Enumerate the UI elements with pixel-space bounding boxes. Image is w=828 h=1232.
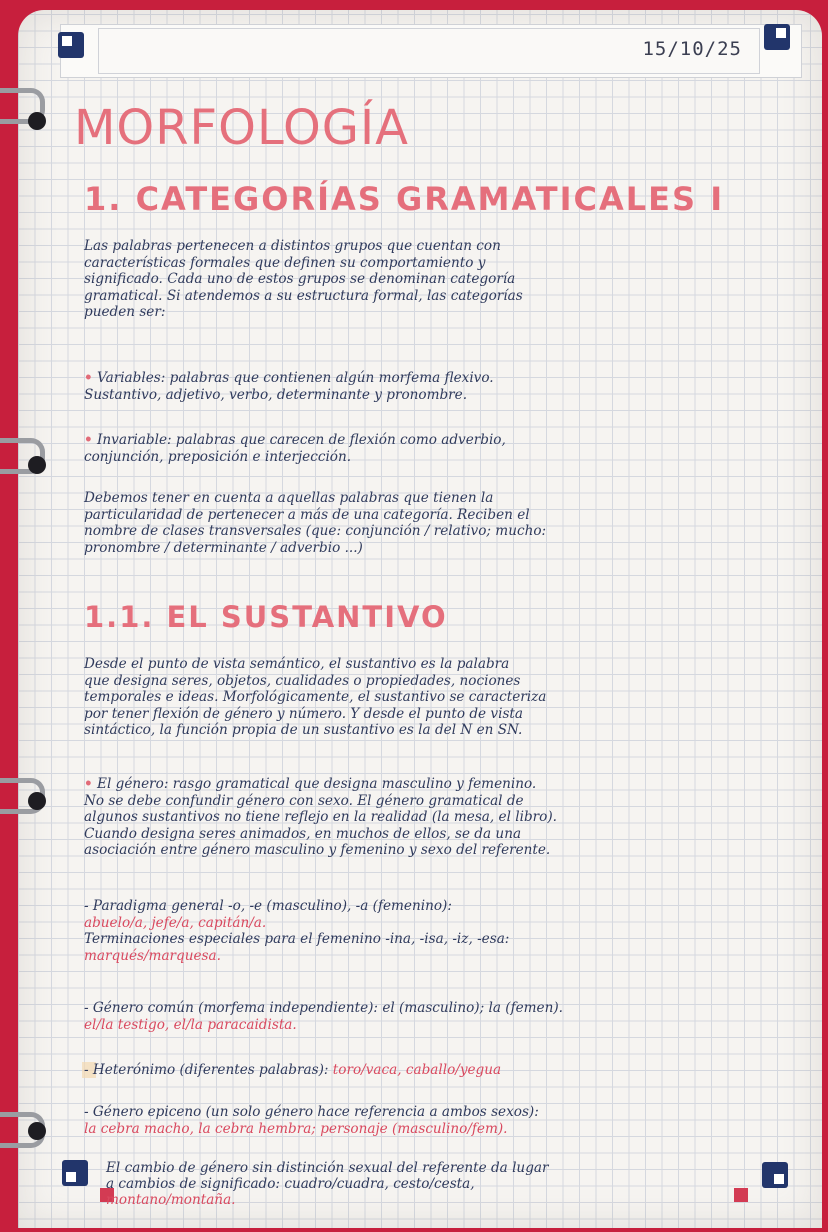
text-line: Desde el punto de vista semántico, el sustantivo es la palabra <box>84 656 510 672</box>
text-line: pronombre / determinante / adverbio ...) <box>84 539 363 556</box>
text-line: asociación entre género masculino y femenino y sexo del referente. <box>84 842 551 858</box>
text-line: No se debe confundir género con sexo. El género gramatical de <box>84 792 524 809</box>
text-line: significado. Cada uno de estos grupos se denominan categoría <box>84 271 516 287</box>
text-line: - Género epiceno (un solo género hace referencia a ambos sexos): <box>84 1104 539 1120</box>
text-line: El género: rasgo gramatical que designa masculino y femenino. <box>97 776 537 792</box>
corner-logo-icon <box>764 24 790 50</box>
bullet-icon: • <box>84 432 93 448</box>
example-text: marqués/marquesa. <box>84 947 221 964</box>
text-line: que designa seres, objetos, cualidades o propiedades, nociones <box>84 672 521 689</box>
bullet-icon: • <box>84 370 93 386</box>
text-line: Cuando designa seres animados, en muchos de ellos, se da una <box>84 825 522 842</box>
binder-hole <box>28 792 46 810</box>
binder-hole <box>28 112 46 130</box>
text-line: pueden ser: <box>84 304 166 320</box>
sustantivo-paragraph <box>84 656 764 739</box>
text-line: temporales e ideas. Morfológicamente, el sustantivo se caracteriza <box>84 689 547 705</box>
binder-hole <box>28 1122 46 1140</box>
variables-paragraph <box>84 370 764 403</box>
text-line: por tener flexión de género y número. Y desde el punto de vista <box>84 705 523 722</box>
text-line: gramatical. Si atendemos a su estructura formal, las categorías <box>84 287 523 304</box>
cambio-paragraph <box>106 1160 726 1208</box>
example-text: abuelo/a, jefe/a, capitán/a. <box>84 914 267 931</box>
text-line: nombre de clases transversales (que: conjunción / relativo; mucho: <box>84 523 547 539</box>
text-line: sintáctico, la función propia de un sustantivo es la del N en SN. <box>84 722 523 738</box>
text-line: particularidad de pertenecer a más de una categoría. Reciben el <box>84 506 530 523</box>
genero-paragraph <box>84 776 764 859</box>
paradigma-paragraph <box>84 898 764 964</box>
example-text: el/la testigo, el/la paracaidista. <box>84 1016 297 1033</box>
text-line: Variables: palabras que contienen algún morfema flexivo. <box>97 370 494 386</box>
text-line: Invariable: palabras que carecen de flexión como adverbio, <box>97 432 506 448</box>
text-line: características formales que definen su comportamiento y <box>84 254 486 271</box>
corner-logo-icon <box>58 32 84 58</box>
comun-paragraph <box>84 1000 764 1033</box>
date-text: 15/10/25 <box>642 38 742 60</box>
example-text: la cebra macho, la cebra hembra; personaje (masculino/fem). <box>84 1120 508 1137</box>
text-line: - Heterónimo (diferentes palabras): <box>84 1062 329 1078</box>
pink-marker <box>734 1188 748 1202</box>
bullet-icon: • <box>84 776 93 792</box>
text-line: a cambios de significado: cuadro/cuadra, cesto/cesta, <box>106 1176 475 1192</box>
corner-logo-icon <box>62 1160 88 1186</box>
text-line: - Paradigma general -o, -e (masculino), -a (femenino): <box>84 898 452 914</box>
text-line: Debemos tener en cuenta a aquellas palabras que tienen la <box>84 490 494 506</box>
example-text: toro/vaca, caballo/yegua <box>332 1062 502 1078</box>
text-line: Las palabras pertenecen a distintos grupos que cuentan con <box>84 238 501 254</box>
corner-logo-icon <box>762 1162 788 1188</box>
transversal-paragraph <box>84 490 764 556</box>
section-heading: 1. CATEGORÍAS GRAMATICALES I <box>84 180 725 218</box>
text-line: El cambio de género sin distinción sexual del referente da lugar <box>106 1160 549 1176</box>
text-line: Sustantivo, adjetivo, verbo, determinante y pronombre. <box>84 386 468 403</box>
intro-paragraph <box>84 238 764 321</box>
text-line: Terminaciones especiales para el femenino -ina, -isa, -iz, -esa: <box>84 931 510 947</box>
text-line: - Género común (morfema independiente): el (masculino); la (femen). <box>84 1000 563 1016</box>
example-text: montano/montaña. <box>106 1192 236 1208</box>
subsection-heading: 1.1. EL SUSTANTIVO <box>84 600 448 634</box>
heteronimo-paragraph <box>84 1062 764 1079</box>
invariables-paragraph <box>84 432 764 465</box>
text-line: conjunción, preposición e interjección. <box>84 448 352 465</box>
binder-hole <box>28 456 46 474</box>
page-title: MORFOLOGÍA <box>74 100 409 156</box>
epiceno-paragraph <box>84 1104 764 1137</box>
text-line: algunos sustantivos no tiene reflejo en la realidad (la mesa, el libro). <box>84 809 557 825</box>
